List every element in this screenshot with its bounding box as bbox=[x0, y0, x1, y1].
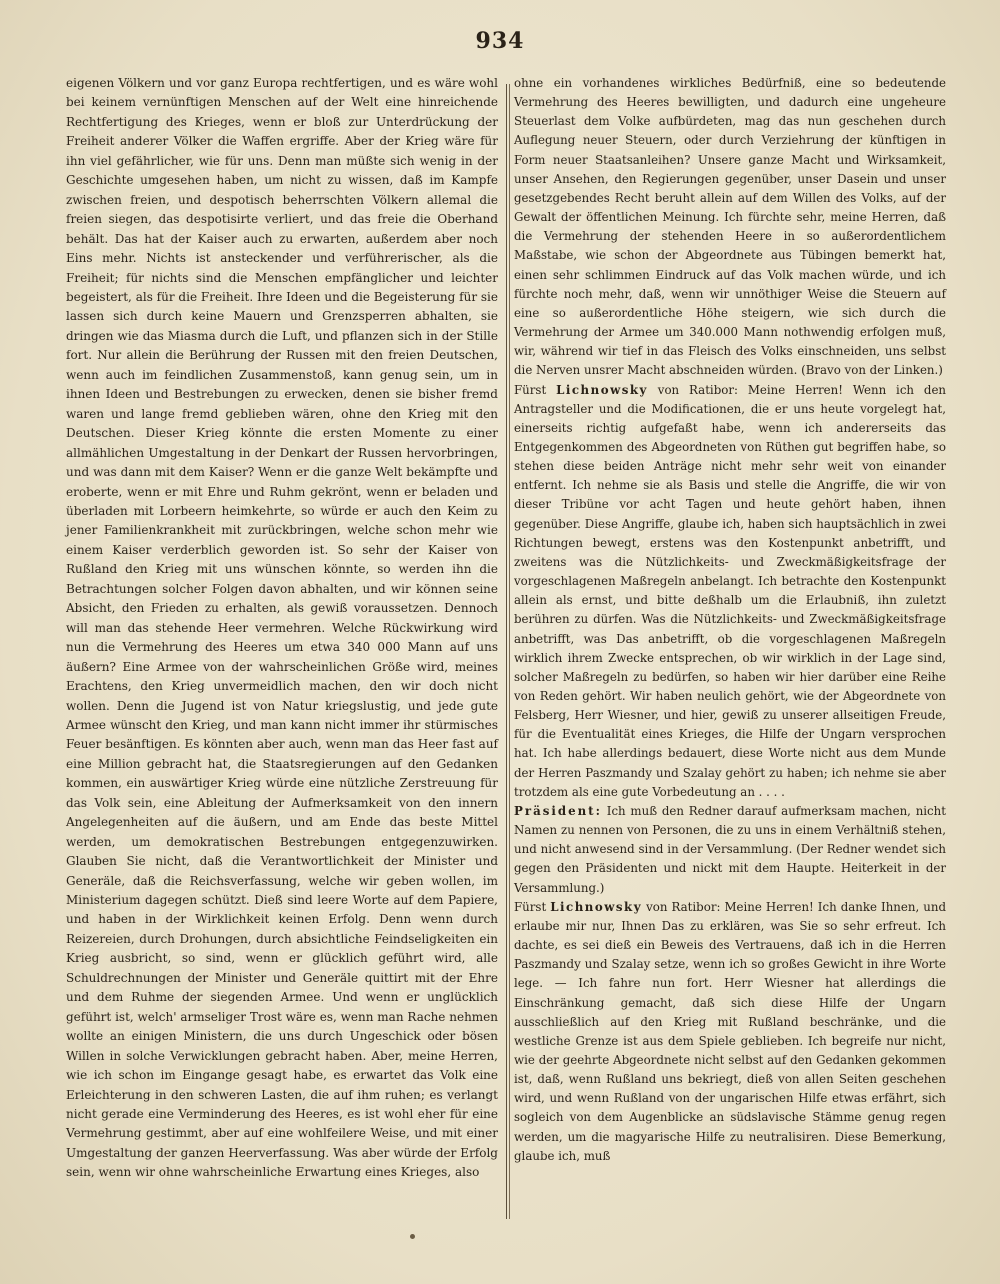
page-mark bbox=[410, 1234, 415, 1239]
speech-text: von Ratibor: Meine Herren! Wenn ich den Antragsteller und die Modificationen, die er uns heute vorgelegt hat, einerseits richtig aufgefaßt habe, wenn ich andererseits das Entgegenkommen des Abgeordneten von Rüthen gut begriffen habe, so stehen diese beiden Anträge nicht mehr sehr weit von einander entfernt. Ich nehme sie als Basis und stelle die Angriffe, die wir von dieser Tribüne vor acht Tagen und heute gehört haben, ihnen gegenüber. Diese Angriffe, glaube ich, haben sich hauptsächlich in zwei Richtungen bewegt, erstens was den Kostenpunkt anbetrifft, und zweitens was die Nützlichkeits- und Zweckmäßigkeitsfrage der vorgeschlagenen Maßregeln anbelangt. Ich betrachte den Kostenpunkt allein als ernst, und bitte deßhalb um die Erlaubniß, ihn zuletzt berühren zu dürfen. Was die Nützlichkeits- und Zweckmäßigkeitsfrage anbetrifft, was Das anbetrifft, ob die vorgeschlagenen Maßregeln wirklich ihrem Zwecke entsprechen, ob wir wirklich in der Lage sind, solcher Maßregeln zu bedürfen, so haben wir hier darüber eine Reihe von Reden gehört. Wir haben neulich gehört, wie der Abgeordnete von Felsberg, Herr Wiesner, und hier, gewiß zu unserer allseitigen Freude, für die Eventualität eines Krieges, die Hilfe der Ungarn versprochen hat. Ich habe allerdings bedauert, diese Worte nicht aus dem Munde der Herren Paszmandy und Szalay gehört zu haben; ich nehme sie aber trotzdem als eine gute Vorbedeutung an . . . . bbox=[514, 382, 947, 799]
right-paragraph-1: ohne ein vorhandenes wirkliches Bedürfniß, eine so bedeutende Vermehrung des Heeres bewilligten, und dadurch eine ungeheure Steuerlast dem Volke aufbürdeten, mag das nun geschehen durch Auflegung neuer Steuern, oder durch Verziehrung der künftigen in Form neuer Staatsanleihen? Unsere ganze Macht und Wirksamkeit, unser Ansehen, den Regierungen gegenüber, unser Dasein und unser gesetzgebendes Recht beruht allein auf dem Willen des Volks, auf der Gewalt der öffentlichen Meinung. Ich fürchte sehr, meine Herren, daß die Vermehrung der stehenden Heere in so außerordentlichem Maßstabe, wie schon der Abgeordnete aus Tübingen bemerkt hat, einen sehr schlimmen Eindruck auf das Volk machen würde, und ich fürchte noch mehr, daß, wenn wir unnöthiger Weise die Steuern auf eine so außerordentliche Höhe steigern, wie sich durch die Vermehrung der Armee um 340.000 Mann nothwendig erfolgen muß, wir, während wir tief in das Fleisch des Volks einschneiden, uns selbst die Nerven unsrer Macht abschneiden würden. (Bravo von der Linken.) bbox=[514, 76, 946, 378]
left-paragraph: eigenen Völkern und vor ganz Europa rechtfertigen, und es wäre wohl bei keinem vernünftigen Menschen auf der Welt eine hinreichende Rechtfertigung des Krieges, wenn er bloß zur Unterdrückung der Freiheit anderer Völker die Waffen ergriffe. Aber der Krieg wäre für ihn viel gefährlicher, wie für uns. Denn man müßte sich wenig in der Geschichte umgesehen haben, um nicht zu wissen, daß im Kampfe zwischen freien, und despotisch beherrschten Völkern allemal die freien siegen, das despotisirte verliert, und das freie die Oberhand behält. Das hat der Kaiser auch zu erwarten, außerdem aber noch Eins mehr. Nichts ist ansteckender und verführerischer, als die Freiheit; für nichts sind die Menschen empfänglicher und leichter begeistert, als für die Freiheit. Ihre Ideen und die Begeisterung für sie lassen sich durch keine Mauern und Grenzsperren abhalten, sie dringen wie das Miasma durch die Luft, und pflanzen sich in der Stille fort. Nur allein die Berührung der Russen mit den freien Deutschen, wenn auch im feindlichen Zusammenstoß, kann genug sein, um in ihnen Ideen und Bestrebungen zu erwecken, denen sie bisher fremd waren und lange fremd geblieben wären, ohne den Krieg mit den Deutschen. Dieser Krieg könnte die ersten Momente zu einer allmählichen Umgestaltung in der Denkart der Russen hervorbringen, und was dann mit dem Kaiser? Wenn er die ganze Welt bekämpfte und eroberte, wenn er mit Ehre und Ruhm gekrönt, wenn er beladen und überladen mit Lorbeern heimkehrte, so würde er auch den Keim zu jener Familienkrankheit mit zurückbringen, welche schon mehr wie einem Kaiser verderblich geworden ist. So sehr der Kaiser von Rußland den Krieg mit uns wünschen könnte, so werden ihn die Betrachtungen solcher Folgen davon abhalten, und wir können seine Absicht, den Frieden zu erhalten, als gewiß voraussetzen. Dennoch will man das stehende Heer vermehren. Welche Rückwirkung wird nun die Vermehrung des Heeres um etwa 340 000 Mann auf uns äußern? Eine Armee von der wahrscheinlichen Größe wird, meines Erachtens, den Krieg unvermeidlich machen, den wir doch nicht wollen. Denn die Jugend ist von Natur kriegslustig, und jede gute Armee wünscht den Krieg, und man kann nicht immer ihr stürmisches Feuer besänftigen. Es könnten aber auch, wenn man das Heer fast auf eine Million gebracht hat, die Staatsregierungen auf den Gedanken kommen, ein auswärtiger Krieg würde eine nützliche Zerstreuung für das Volk sein, eine Ableitung der Aufmerksamkeit von den innern Angelegenheiten auf die äußern, und am Ende das beste Mittel werden, um demokratischen Bestrebungen entgegenzuwirken. Glauben Sie nicht, daß die Verantwortlichkeit der Minister und Generäle, daß die Reichsverfassung, welche wir geben wollen, im Ministerium dagegen schützt. Dieß sind leere Worte auf dem Papiere, und haben in der Wirklichkeit keinen Erfolg. Denn wenn durch Reizereien, durch Drohungen, durch absichtliche Feindseligkeiten ein Krieg ausbricht, so sind, wenn er glücklich geführt wird, alle Schuldrechnungen der Minister und Generäle quittirt mit der Ehre und dem Ruhme der siegenden Armee. Und wenn er unglücklich geführt ist, welch' armseliger Trost wäre es, wenn man Rache nehmen wollte an einigen Ministern, die uns durch Ungeschick oder bösen Willen in solche Verwicklungen gebracht haben. Aber, meine Herren, wie ich schon im Eingange gesagt habe, es erwartet das Volk eine Erleichterung in den schweren Lasten, die auf ihm ruhen; es verlangt nicht gerade eine Verminderung des Heeres, es ist wohl eher für eine Vermehrung gestimmt, aber auf eine wohlfeilere Weise, und mit einer Umgestaltung der ganzen Heerverfassung. Was aber würde der Erfolg sein, wenn wir ohne wahrscheinliche Erwartung eines Krieges, also bbox=[66, 76, 498, 1180]
right-column bbox=[514, 74, 946, 1166]
president-text: Ich muß den Redner darauf aufmerksam machen, nicht Namen zu nennen von Personen, die zu uns in einem Verhältniß stehen, und nicht anwesend sind in der Versammlung. (Der Redner wendet sich gegen den Präsidenten und nickt mit dem Haupte. Heiterkeit in der Versammlung.) bbox=[514, 803, 947, 895]
right-paragraph-2 bbox=[514, 381, 946, 802]
right-paragraph-4 bbox=[514, 898, 946, 1166]
speech-text-2: von Ratibor: Meine Herren! Ich danke Ihnen, und erlaube mir nur, Ihnen Das zu erklären, was Sie so sehr erfreut. Ich dachte, es sei dieß ein Beweis des Vertrauens, daß ich in die Herren Paszmandy und Szalay setze, wenn ich so großes Gewicht in ihre Worte lege. — Ich fahre nun fort. Herr Wiesner hat allerdings die Einschränkung gemacht, daß sich diese Hilfe der Ungarn ausschließlich auf den Krieg mit Rußland beschränke, und die westliche Grenze ist aus dem Spiele geblieben. Ich begreife nur nicht, wie der geehrte Abgeordnete nicht selbst auf den Gedanken gekommen ist, daß, wenn Rußland uns bekriegt, dieß von allen Seiten geschehen wird, und wenn Rußland von der ungarischen Hilfe etwas erfährt, sich sogleich von dem Augenblicke an südslavische Stämme genug regen werden, um die magyarische Hilfe zu neutralisiren. Diese Bemerkung, glaube ich, muß bbox=[514, 899, 946, 1163]
column-divider-inner bbox=[509, 84, 510, 1219]
speaker-title: Fürst bbox=[514, 382, 547, 397]
right-paragraph-3 bbox=[514, 802, 946, 898]
speaker-title-2: Fürst bbox=[514, 899, 547, 914]
speaker-name: Lichnowsky bbox=[556, 382, 648, 397]
left-column bbox=[66, 74, 498, 1183]
page-number: 934 bbox=[475, 28, 525, 54]
speaker-name-2: Lichnowsky bbox=[550, 899, 643, 914]
column-divider bbox=[506, 84, 507, 1219]
speaker-president: Präsident: bbox=[514, 803, 602, 818]
